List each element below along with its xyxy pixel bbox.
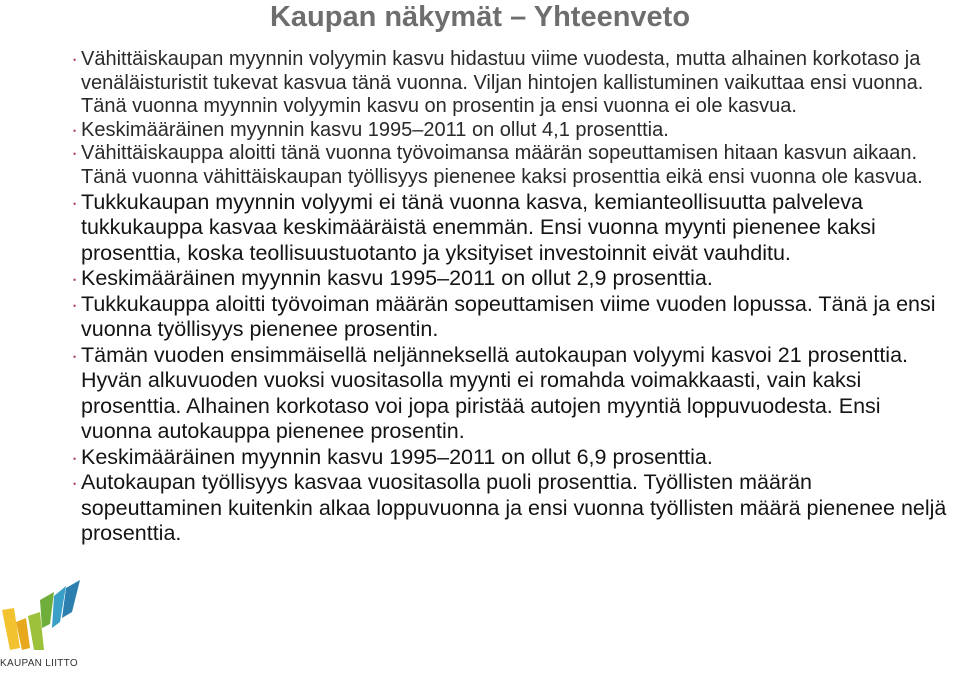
bullet-text: Autokaupan työllisyys kasvaa vuositasolla puoli prosenttia. Työllisten määrän sopeuttaminen kuitenkin alkaa loppuvuonna ja ensi vuonna työllisten määrä pienenee neljä prosenttia. bbox=[81, 470, 947, 546]
bullet-text: Keskimääräinen myynnin kasvu 1995–2011 on ollut 6,9 prosenttia. bbox=[81, 444, 713, 469]
bullet-marker: • bbox=[73, 351, 77, 362]
bullet-marker: • bbox=[73, 300, 77, 311]
bullet-item bbox=[73, 118, 953, 143]
bullet-text: Keskimääräinen myynnin kasvu 1995–2011 on ollut 4,1 prosenttia. bbox=[81, 118, 669, 141]
bullet-marker: • bbox=[73, 479, 77, 490]
bullet-marker: • bbox=[73, 453, 77, 464]
logo-text: KAUPAN LIITTO bbox=[0, 658, 78, 669]
logo-shape-green-2 bbox=[40, 592, 54, 628]
bullet-marker: • bbox=[73, 125, 77, 136]
logo-shape-blue-2 bbox=[62, 580, 80, 618]
bullet-text: Tämän vuoden ensimmäisellä neljänneksellä autokaupan volyymi kasvoi 21 prosenttia. Hyvän alkuvuoden vuoksi vuositasolla myynti ei romahda voimakkaasti, vain kaksi prosenttia. Alhainen korkotaso voi jopa piristää autojen myyntiä loppuvuodesta. Ensi vuonna autokauppa pienenee prosentin. bbox=[81, 342, 909, 444]
bullet-item bbox=[73, 291, 953, 343]
slide-title: Kaupan näkymät – Yhteenveto bbox=[269, 1, 691, 33]
bullet-marker: • bbox=[73, 198, 77, 209]
logo-shape-yellow bbox=[2, 608, 20, 650]
bullet-item bbox=[73, 142, 953, 189]
bullet-item bbox=[73, 189, 953, 267]
logo-mark-icon bbox=[0, 578, 82, 656]
bullet-item bbox=[73, 342, 953, 445]
bullet-marker: • bbox=[73, 55, 77, 65]
bullet-text: Tukkukaupan myynnin volyymi ei tänä vuonna kasva, kemianteollisuutta palveleva tukkukauppa kasvaa keskimääräistä enemmän. Ensi vuonna myynti pienenee kaksi prosenttia, koska teollisuustuotanto ja yksityiset investoinnit eivät vauhditu. bbox=[81, 189, 876, 265]
bullet-item bbox=[73, 470, 953, 547]
bullet-text: Keskimääräinen myynnin kasvu 1995–2011 on ollut 2,9 prosenttia. bbox=[81, 266, 713, 291]
kaupan-liitto-logo bbox=[0, 578, 82, 690]
bullet-text: Vähittäiskaupan myynnin volyymin kasvu hidastuu viime vuodesta, mutta alhainen korkotaso ja venäläisturistit tukevat kasvua tänä vuonna. Viljan hintojen kallistuminen vaikuttaa ensi vuonna. Tänä vuonna myynnin volyymin kasvu on prosentin ja ensi vuonna ei ole kasvua. bbox=[81, 48, 924, 118]
bullet-item bbox=[73, 444, 953, 471]
bullet-marker: • bbox=[73, 149, 77, 160]
bullet-list bbox=[73, 48, 953, 547]
bullet-text: Tukkukauppa aloitti työvoiman määrän sopeuttamisen viime vuoden lopussa. Tänä ja ensi vuonna työllisyys pienenee prosentin. bbox=[81, 291, 936, 342]
bullet-item bbox=[73, 266, 953, 292]
bullet-text: Vähittäiskauppa aloitti tänä vuonna työvoimansa määrän sopeuttamisen hitaan kasvun aikaan. Tänä vuonna vähittäiskaupan työllisyys pienenee kaksi prosenttia eikä ensi vuonna ole kasvua. bbox=[81, 142, 923, 188]
bullet-marker: • bbox=[73, 275, 77, 286]
bullet-item bbox=[73, 48, 953, 119]
